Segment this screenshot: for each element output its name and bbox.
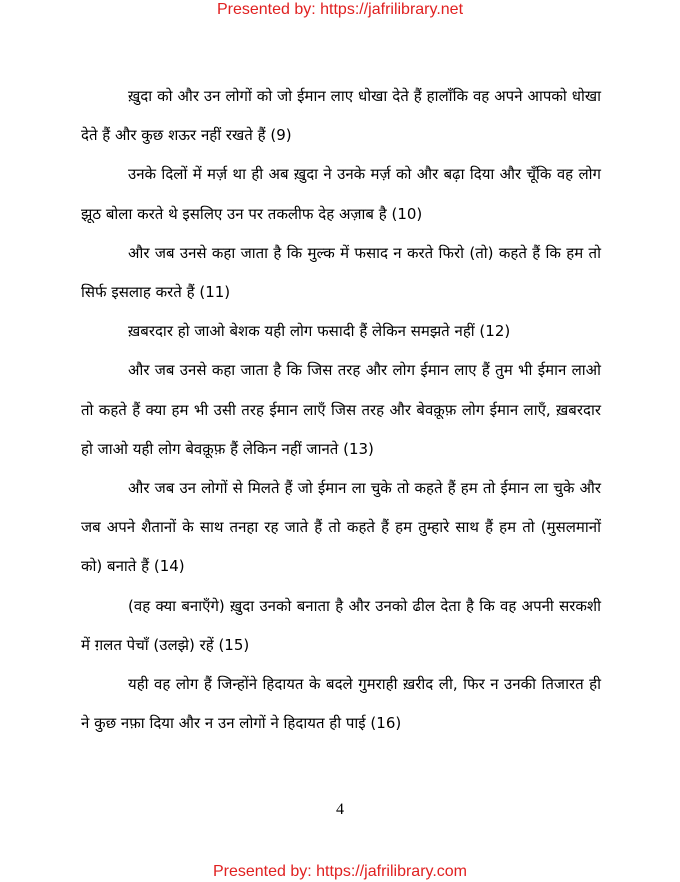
verse-paragraph-9: ख़ुदा को और उन लोगों को जो ईमान लाए धोखा देते हैं हालाँकि वह अपने आपको धोखा देते हैं और कुछ शऊर नहीं रखते हैं (9): [81, 87, 601, 145]
verse-paragraph-16: यही वह लोग हैं जिन्होंने हिदायत के बदले गुमराही ख़रीद ली, फिर न उनकी तिजारत ही ने कुछ नफ़ा दिया और न उन लोगों ने हिदायत ही पाई (16): [81, 675, 601, 733]
verse-paragraph-15: (वह क्या बनाएँगे) ख़ुदा उनको बनाता है और उनको ढील देता है कि वह अपनी सरकशी में ग़लत पेचाँ (उलझे) रहें (15): [81, 596, 601, 654]
verse-paragraph-10: उनके दिलों में मर्ज़ था ही अब ख़ुदा ने उनके मर्ज़ को और बढ़ा दिया और चूँकि वह लोग झूठ बोला करते थे इसलिए उन पर तकलीफ देह अज़ाब है (10): [81, 165, 601, 223]
page-number: 4: [336, 801, 344, 818]
verse-paragraph-11: और जब उनसे कहा जाता है कि मुल्क में फसाद न करते फिरो (तो) कहते हैं कि हम तो सिर्फ इसलाह करते हैं (11): [81, 243, 601, 302]
page-content: [81, 77, 601, 743]
verse-paragraph-13: और जब उनसे कहा जाता है कि जिस तरह और लोग ईमान लाए हैं तुम भी ईमान लाओ तो कहते हैं क्या हम भी उसी तरह ईमान लाएँ जिस तरह और बेवक़ूफ़ लोग ईमान लाएँ, ख़बरदार हो जाओ यही लोग बेवक़ूफ़ हैं लेकिन नहीं जानते (13): [81, 361, 601, 458]
verse-paragraph-12: ख़बरदार हो जाओ बेशक यही लोग फसादी हैं लेकिन समझते नहीं (12): [128, 322, 511, 341]
header-banner: Presented by: https://jafrilibrary.net: [216, 1, 464, 18]
verse-paragraph-14: और जब उन लोगों से मिलते हैं जो ईमान ला चुके तो कहते हैं हम तो ईमान ला चुके और जब अपने शैतानों के साथ तनहा रह जाते हैं तो कहते हैं हम तुम्हारे साथ हैं हम तो (मुसलमानों को) बनाते हैं (14): [81, 479, 601, 576]
footer-banner: Presented by: https://jafrilibrary.com: [212, 863, 468, 880]
